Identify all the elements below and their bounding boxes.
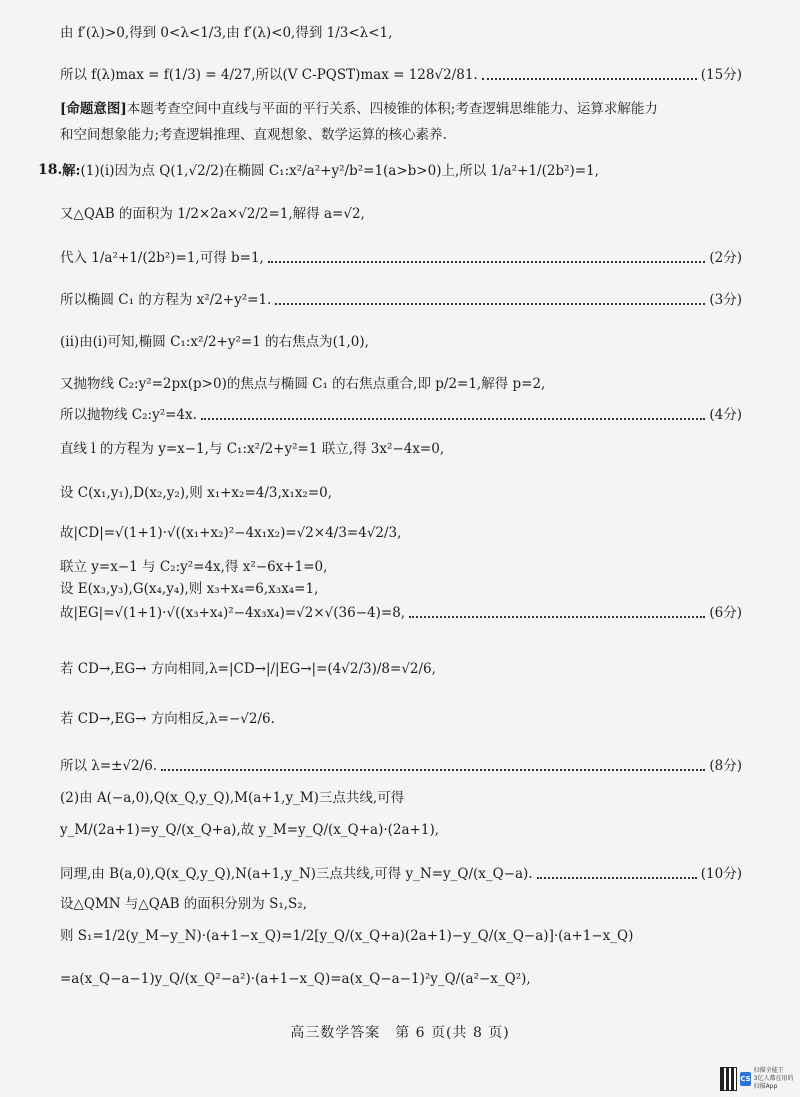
scanner-app-tagline: 3亿人都在用的扫描App	[753, 1075, 794, 1090]
solution-line	[60, 789, 742, 807]
section-tag: 解:	[62, 163, 81, 179]
solution-line	[60, 757, 742, 775]
solution-line	[60, 406, 742, 424]
solution-math: 故|CD|=√(1+1)·√((x₁+x₂)²−4x₁x₂)=√2×4/3=4√2/3,	[60, 525, 402, 541]
solution-line	[60, 249, 742, 267]
solution-text	[60, 24, 392, 42]
solution-line	[60, 126, 742, 144]
leader-dots	[268, 261, 706, 263]
solution-math: (ii)由(i)可知,椭圆 C₁:x²/2+y²=1 的右焦点为(1,0),	[60, 334, 369, 350]
solution-text	[60, 558, 327, 576]
leader-dots	[409, 616, 705, 618]
solution-text	[60, 710, 275, 728]
solution-text	[60, 524, 401, 542]
solution-line	[60, 970, 742, 988]
solution-text	[60, 895, 307, 913]
score-marker: (8分)	[709, 758, 742, 774]
leader-dots	[161, 769, 705, 771]
solution-text	[60, 440, 444, 458]
solution-text	[62, 162, 599, 180]
solution-text	[60, 821, 439, 839]
score-marker: (2分)	[709, 250, 742, 266]
leader-dots	[482, 78, 697, 80]
solution-line	[62, 162, 742, 180]
solution-line	[60, 558, 742, 576]
solution-line	[60, 66, 742, 84]
solution-line	[60, 927, 742, 945]
solution-line	[60, 895, 742, 913]
solution-math: 同理,由 B(a,0),Q(x_Q,y_Q),N(a+1,y_N)三点共线,可得 y_N=y_Q/(x_Q−a).	[60, 866, 533, 882]
solution-text	[60, 249, 264, 267]
score-marker: (6分)	[709, 605, 742, 621]
solution-text	[60, 865, 533, 883]
solution-math: 设 E(x₃,y₃),G(x₄,y₄),则 x₃+x₄=6,x₃x₄=1,	[60, 581, 319, 597]
solution-math: 直线 l 的方程为 y=x−1,与 C₁:x²/2+y²=1 联立,得 3x²−4x=0,	[60, 441, 445, 457]
solution-line	[60, 205, 742, 223]
leader-dots	[275, 303, 705, 305]
solution-line	[60, 333, 742, 351]
solution-math: 本题考查空间中直线与平面的平行关系、四棱锥的体积;考查逻辑思维能力、运算求解能力	[126, 101, 658, 117]
solution-text	[60, 970, 531, 988]
section-tag: [命题意图]	[60, 101, 127, 117]
question-number: 18.	[38, 162, 63, 178]
solution-math: 所以椭圆 C₁ 的方程为 x²/2+y²=1.	[60, 292, 272, 308]
solution-line	[60, 440, 742, 458]
solution-text	[60, 100, 658, 118]
scanner-watermark	[720, 1066, 798, 1092]
solution-math: (1)(i)因为点 Q(1,√2/2)在椭圆 C₁:x²/a²+y²/b²=1(a>b>0)上,所以 1/a²+1/(2b²)=1,	[80, 163, 599, 179]
solution-text	[60, 126, 447, 144]
camscanner-logo-icon: CS	[740, 1072, 750, 1086]
solution-math: 则 S₁=1/2(y_M−y_N)·(a+1−x_Q)=1/2[y_Q/(x_Q+a)(2a+1)−y_Q/(x_Q−a)]·(a+1−x_Q)	[60, 928, 634, 944]
solution-math: 所以 f(λ)max = f(1/3) = 4/27,所以(V C-PQST)max = 128√2/81.	[60, 67, 478, 83]
solution-line	[60, 604, 742, 622]
score-marker: (3分)	[709, 292, 742, 308]
solution-text	[60, 660, 436, 678]
solution-math: 代入 1/a²+1/(2b²)=1,可得 b=1,	[60, 250, 264, 266]
solution-line	[60, 865, 742, 883]
solution-line	[60, 821, 742, 839]
page-footer: 高三数学答案 第 6 页(共 8 页)	[290, 1025, 510, 1041]
solution-math: =a(x_Q−a−1)y_Q/(x_Q²−a²)·(a+1−x_Q)=a(x_Q−a−1)²y_Q/(a²−x_Q²),	[60, 971, 531, 987]
score-marker: (4分)	[709, 407, 742, 423]
solution-math: 故|EG|=√(1+1)·√((x₃+x₄)²−4x₃x₄)=√2×√(36−4)=8,	[60, 605, 406, 621]
solution-math: 联立 y=x−1 与 C₂:y²=4x,得 x²−6x+1=0,	[60, 559, 328, 575]
solution-line	[60, 484, 742, 502]
solution-line	[60, 24, 742, 42]
solution-text	[60, 375, 545, 393]
solution-math: 若 CD→,EG→ 方向相同,λ=|CD→|/|EG→|=(4√2/3)/8=√2/6,	[60, 661, 436, 677]
solution-text	[60, 580, 318, 598]
solution-text	[60, 604, 405, 622]
solution-math: 由 f′(λ)>0,得到 0<λ<1/3,由 f′(λ)<0,得到 1/3<λ<1,	[60, 25, 393, 41]
solution-math: 和空间想象能力;考查逻辑推理、直观想象、数学运算的核心素养.	[60, 127, 447, 143]
solution-text	[60, 406, 197, 424]
solution-math: 设△QMN 与△QAB 的面积分别为 S₁,S₂,	[60, 896, 307, 912]
solution-math: y_M/(2a+1)=y_Q/(x_Q+a),故 y_M=y_Q/(x_Q+a)·(2a+1),	[60, 822, 440, 838]
solution-line	[60, 660, 742, 678]
solution-line	[60, 710, 742, 728]
solution-math: 设 C(x₁,y₁),D(x₂,y₂),则 x₁+x₂=4/3,x₁x₂=0,	[60, 485, 333, 501]
solution-math: 所以抛物线 C₂:y²=4x.	[60, 407, 197, 423]
scanner-app-name: 扫描全能王	[753, 1067, 784, 1074]
solution-text	[60, 757, 157, 775]
score-marker: (15分)	[700, 67, 742, 83]
solution-text	[60, 205, 365, 223]
solution-text	[60, 927, 633, 945]
solution-text	[60, 789, 404, 807]
solution-text	[60, 333, 369, 351]
solution-line	[60, 375, 742, 393]
solution-math: (2)由 A(−a,0),Q(x_Q,y_Q),M(a+1,y_M)三点共线,可得	[60, 790, 405, 806]
solution-text	[60, 66, 478, 84]
solution-math: 所以 λ=±√2/6.	[60, 758, 158, 774]
leader-dots	[537, 877, 697, 879]
leader-dots	[201, 418, 705, 420]
solution-math: 若 CD→,EG→ 方向相反,λ=−√2/6.	[60, 711, 275, 727]
solution-math: 又抛物线 C₂:y²=2px(p>0)的焦点与椭圆 C₁ 的右焦点重合,即 p/2=1,解得 p=2,	[60, 376, 546, 392]
solution-line	[60, 291, 742, 309]
solution-math: 又△QAB 的面积为 1/2×2a×√2/2=1,解得 a=√2,	[60, 206, 365, 222]
solution-text	[60, 484, 332, 502]
qr-code-icon	[720, 1067, 737, 1091]
solution-text	[60, 291, 271, 309]
solution-line	[60, 100, 742, 118]
solution-line	[60, 580, 742, 598]
solution-line	[60, 524, 742, 542]
score-marker: (10分)	[700, 866, 742, 882]
